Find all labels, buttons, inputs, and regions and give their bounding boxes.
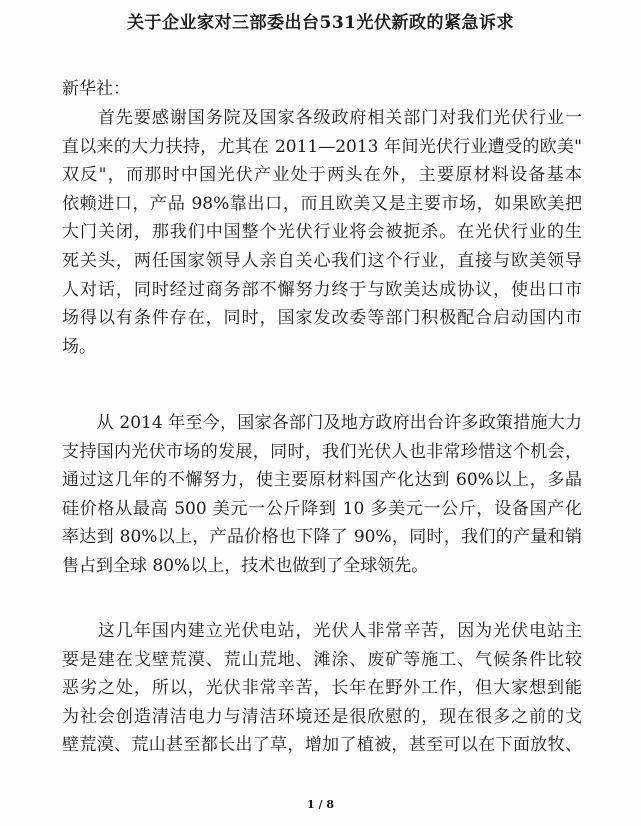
text-line: 场。 — [62, 336, 96, 357]
text-line: 首先要感谢国务院及国家各级政府相关部门对我们光伏行业一 — [62, 108, 582, 128]
text-line: 壁荒漠、荒山甚至都长出了草，增加了植被，甚至可以在下面放牧、 — [62, 735, 582, 756]
text-line: 这几年国内建立光伏电站，光伏人非常辛苦，因为光伏电站主 — [62, 621, 582, 641]
text-line: 双反"，而那时中国光伏产业处于两头在外，主要原材料设备基本 — [62, 165, 582, 186]
text-line: 恶劣之处，所以，光伏非常辛苦，长年在野外工作，但大家想到能 — [62, 678, 582, 699]
document-title: 关于企业家对三部委出台531光伏新政的紧急诉求 — [127, 13, 514, 33]
text-line: 支持国内光伏市场的发展，同时，我们光伏人也非常珍惜这个机会， — [62, 441, 582, 462]
text-line: 死关头，两任国家领导人亲自关心我们这个行业，直接与欧美领导 — [62, 250, 582, 271]
page-number: 1 / 8 — [307, 798, 334, 811]
paragraph-2 — [62, 409, 582, 581]
text-line: 依赖进口，产品 98%靠出口，而且欧美又是主要市场，如果欧美把 — [62, 193, 582, 214]
text-line: 要是建在戈壁荒漠、荒山荒地、滩涂、废矿等施工、气候条件比较 — [62, 649, 582, 670]
paragraph-3 — [62, 617, 582, 760]
text-line: 直以来的大力扶持，尤其在 2011—2013 年间光伏行业遭受的欧美" — [62, 136, 582, 157]
paragraph-1 — [62, 104, 582, 361]
text-line: 从 2014 年至今，国家各部门及地方政府出台许多政策措施大力 — [62, 413, 582, 433]
text-line: 售占到全球 80%以上，技术也做到了全球领先。 — [62, 555, 429, 576]
salutation: 新华社： — [62, 79, 130, 99]
text-line: 场得以有条件存在，同时，国家发改委等部门积极配合启动国内市 — [62, 308, 582, 329]
text-line: 人对话，同时经过商务部不懈努力终于与欧美达成协议，使出口市 — [62, 279, 582, 300]
text-line: 为社会创造清洁电力与清洁环境还是很欣慰的，现在很多之前的戈 — [62, 706, 582, 727]
text-line: 大门关闭，那我们中国整个光伏行业将会被扼杀。在光伏行业的生 — [62, 222, 582, 243]
text-line: 通过这几年的不懈努力，使主要原材料国产化达到 60%以上，多晶 — [62, 470, 582, 491]
text-line: 硅价格从最高 500 美元一公斤降到 10 多美元一公斤，设备国产化 — [62, 498, 582, 519]
text-line: 率达到 80%以上，产品价格也下降了 90%，同时，我们的产量和销 — [62, 527, 582, 548]
